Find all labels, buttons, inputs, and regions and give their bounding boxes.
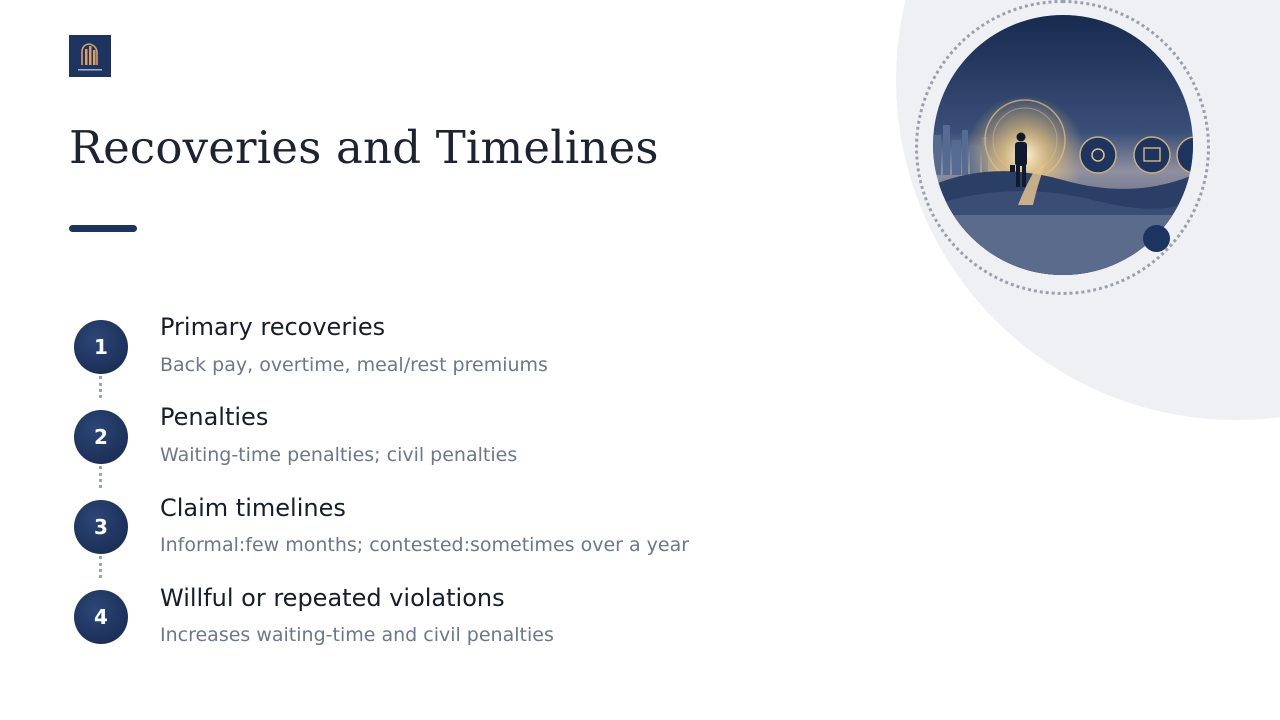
- step-description: Increases waiting-time and civil penalties: [160, 624, 554, 646]
- step-description: Waiting-time penalties; civil penalties: [160, 444, 518, 466]
- step-title: Penalties: [160, 403, 269, 431]
- page-title: Recoveries and Timelines: [69, 121, 659, 174]
- step-description: Informal:few months; contested:sometimes over a year: [160, 534, 690, 556]
- step-description: Back pay, overtime, meal/rest premiums: [160, 354, 548, 376]
- step-connector: [99, 466, 102, 488]
- decorative-dot: [1143, 225, 1170, 252]
- step-connector: [99, 376, 102, 398]
- step-number-badge: 4: [74, 590, 128, 644]
- step-title: Primary recoveries: [160, 313, 386, 341]
- step-title: Willful or repeated violations: [160, 584, 505, 612]
- step-number-badge: 3: [74, 500, 128, 554]
- step-number-badge: 2: [74, 410, 128, 464]
- step-connector: [99, 556, 102, 578]
- step-number-badge: 1: [74, 320, 128, 374]
- step-title: Claim timelines: [160, 494, 346, 522]
